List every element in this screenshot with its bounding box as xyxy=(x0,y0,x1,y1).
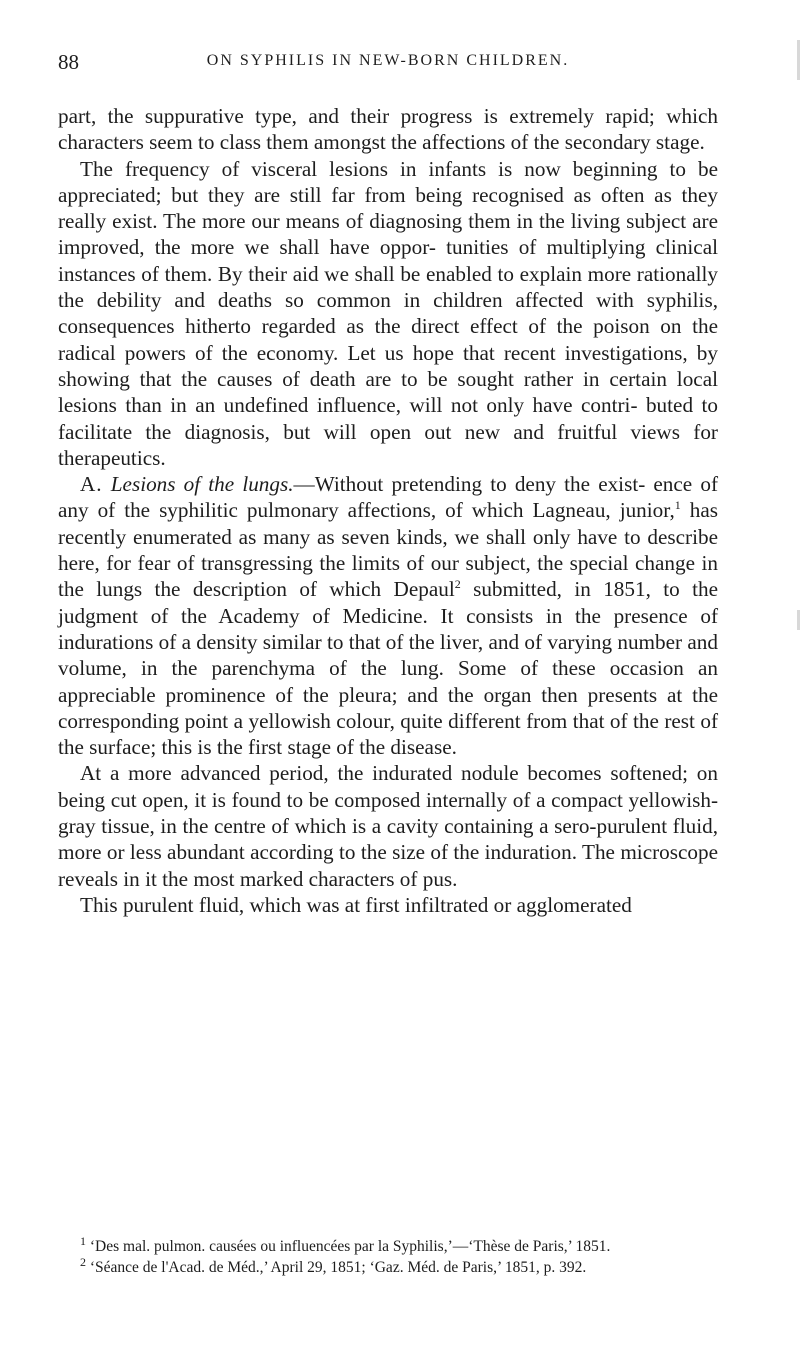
section-heading: Lesions of the lungs. xyxy=(110,472,294,497)
paragraph-text: has recently enumerated as many as seven kinds, we shall only have to describe here, for fear of transgressing the limits of our subject, the special change in the lungs the description of which Depaul xyxy=(58,498,718,602)
footnote-2 xyxy=(58,1254,718,1278)
footnote-text: ‘Des mal. pulmon. causées ou influencées par la Syphilis,’—‘Thèse de Paris,’ 1851. xyxy=(86,1238,611,1255)
footnote-mark-1: 1 xyxy=(80,1233,86,1248)
footnotes xyxy=(58,1233,718,1278)
footnote-text: ‘Séance de l'Acad. de Méd.,’ April 29, 1851; ‘Gaz. Méd. de Paris,’ 1851, p. 392. xyxy=(86,1259,587,1276)
paragraph-visceral-lesions: The frequency of visceral lesions in infants is now beginning to be appreciated; but they are still far from being recognised as often as they really exist. The more our means of diagnosing them in the living subject are improved, the more we shall have oppor- tunities of multiplying clinical instances of them. By their aid we shall be enabled to explain more rationally the debility and deaths so common in children affected with syphilis, consequences hitherto regarded as the direct effect of the poison on the radical powers of the economy. Let us hope that recent investigations, by showing that the causes of death are to be sought rather in certain local lesions than in an undefined influence, will not only have contri- buted to facilitate the diagnosis, but will open out new and fruitful views for therapeutics. xyxy=(58,156,718,470)
running-title: ON SYPHILIS IN NEW-BORN CHILDREN. xyxy=(206,52,570,69)
footnote-ref-1: 1 xyxy=(674,498,681,513)
body-text xyxy=(58,103,718,918)
footnote-mark-2: 2 xyxy=(80,1254,86,1269)
footnote-1 xyxy=(58,1233,718,1257)
page-header xyxy=(58,50,718,80)
paragraph-text: submitted, in 1851, to the judgment of the Academy of Medicine. It consists in the presence of indurations of a density similar to that of the liver, and of varying number and volume, in the parenchyma of the lung. Some of these occasion an appreciable prominence of the pleura; and the organ then presents at the corresponding point a yellowish colour, quite different from that of the rest of the surface; this is the first stage of the disease. xyxy=(58,577,718,760)
paragraph-advanced-period: At a more advanced period, the indurated nodule becomes softened; on being cut open, it is found to be composed internally of a compact yellowish-gray tissue, in the centre of which is a cavity containing a sero-purulent fluid, more or less abundant according to the size of the induration. The microscope reveals in it the most marked characters of pus. xyxy=(58,761,718,891)
page-number: 88 xyxy=(58,50,79,74)
footnote-ref-2: 2 xyxy=(454,577,461,592)
paragraph-continued: part, the suppurative type, and their progress is extremely rapid; which characters seem to class them amongst the affections of the secondary stage. xyxy=(58,104,718,155)
paragraph-text: —Without pretending to deny the exist- ence of any of the syphilitic pulmonary affections, of which Lagneau, junior, xyxy=(58,472,719,523)
section-label: A. xyxy=(80,472,103,497)
paragraph-lesions-of-lungs xyxy=(58,471,718,760)
paragraph-purulent-fluid: This purulent fluid, which was at first infiltrated or agglomerated xyxy=(80,892,632,917)
